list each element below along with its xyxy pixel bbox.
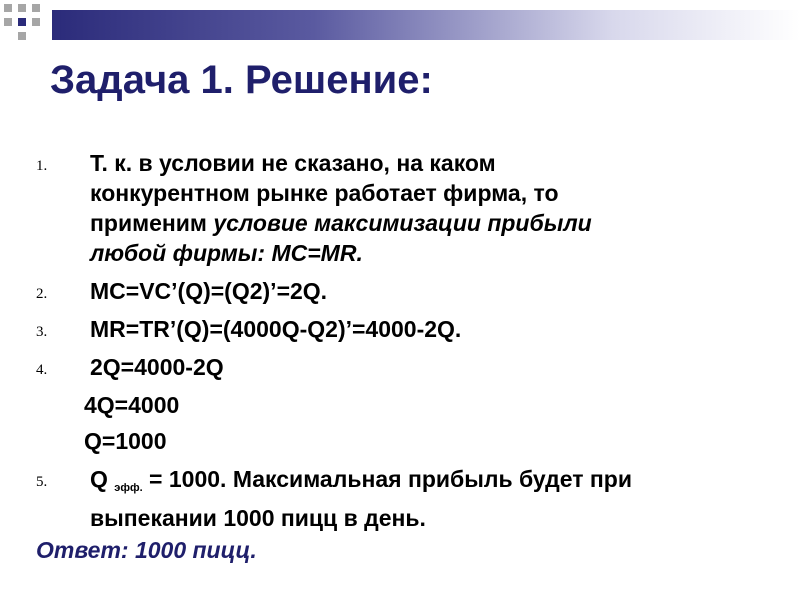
list-number: 2.	[36, 286, 48, 302]
step-line-plain: = 1000. Максимальная прибыль будет при	[142, 466, 632, 492]
page-title: Задача 1. Решение:	[50, 58, 433, 102]
step-text: MR=TR’(Q)=(4000Q-Q2)’=4000-2Q.	[90, 316, 462, 342]
step-text: 4Q=4000	[84, 392, 180, 418]
step-line-italic: любой фирмы: MC=MR.	[90, 240, 363, 266]
step-line	[90, 464, 780, 503]
step-line: конкурентном рынке работает фирма, то	[90, 180, 559, 206]
subscript-text: эфф.	[114, 482, 143, 494]
step-text	[90, 148, 780, 268]
title-gradient-bar	[52, 10, 800, 40]
step-line	[90, 208, 780, 238]
deco-square	[32, 18, 40, 26]
step-line-plain: Q	[90, 466, 115, 492]
step-line-italic: условие максимизации прибыли	[213, 210, 592, 236]
list-number: 3.	[36, 324, 48, 340]
list-number: 5.	[36, 474, 48, 490]
step-line-plain: применим	[90, 210, 214, 236]
deco-square	[18, 18, 26, 26]
step-text: MC=VC’(Q)=(Q2)’=2Q.	[90, 278, 328, 304]
deco-square	[32, 4, 40, 12]
decorative-squares	[0, 0, 60, 50]
list-number: 1.	[36, 158, 48, 174]
step-text	[90, 464, 780, 533]
step-line: Т. к. в условии не сказано, на каком	[90, 150, 496, 176]
deco-square	[4, 4, 12, 12]
list-number: 4.	[36, 362, 48, 378]
step-line: выпекании 1000 пицц в день.	[90, 505, 426, 531]
deco-square	[18, 32, 26, 40]
step-text: Q=1000	[84, 428, 167, 454]
deco-square	[18, 4, 26, 12]
answer-text: Ответ: 1000 пицц.	[36, 537, 257, 563]
step-text: 2Q=4000-2Q	[90, 354, 224, 380]
deco-square	[4, 18, 12, 26]
